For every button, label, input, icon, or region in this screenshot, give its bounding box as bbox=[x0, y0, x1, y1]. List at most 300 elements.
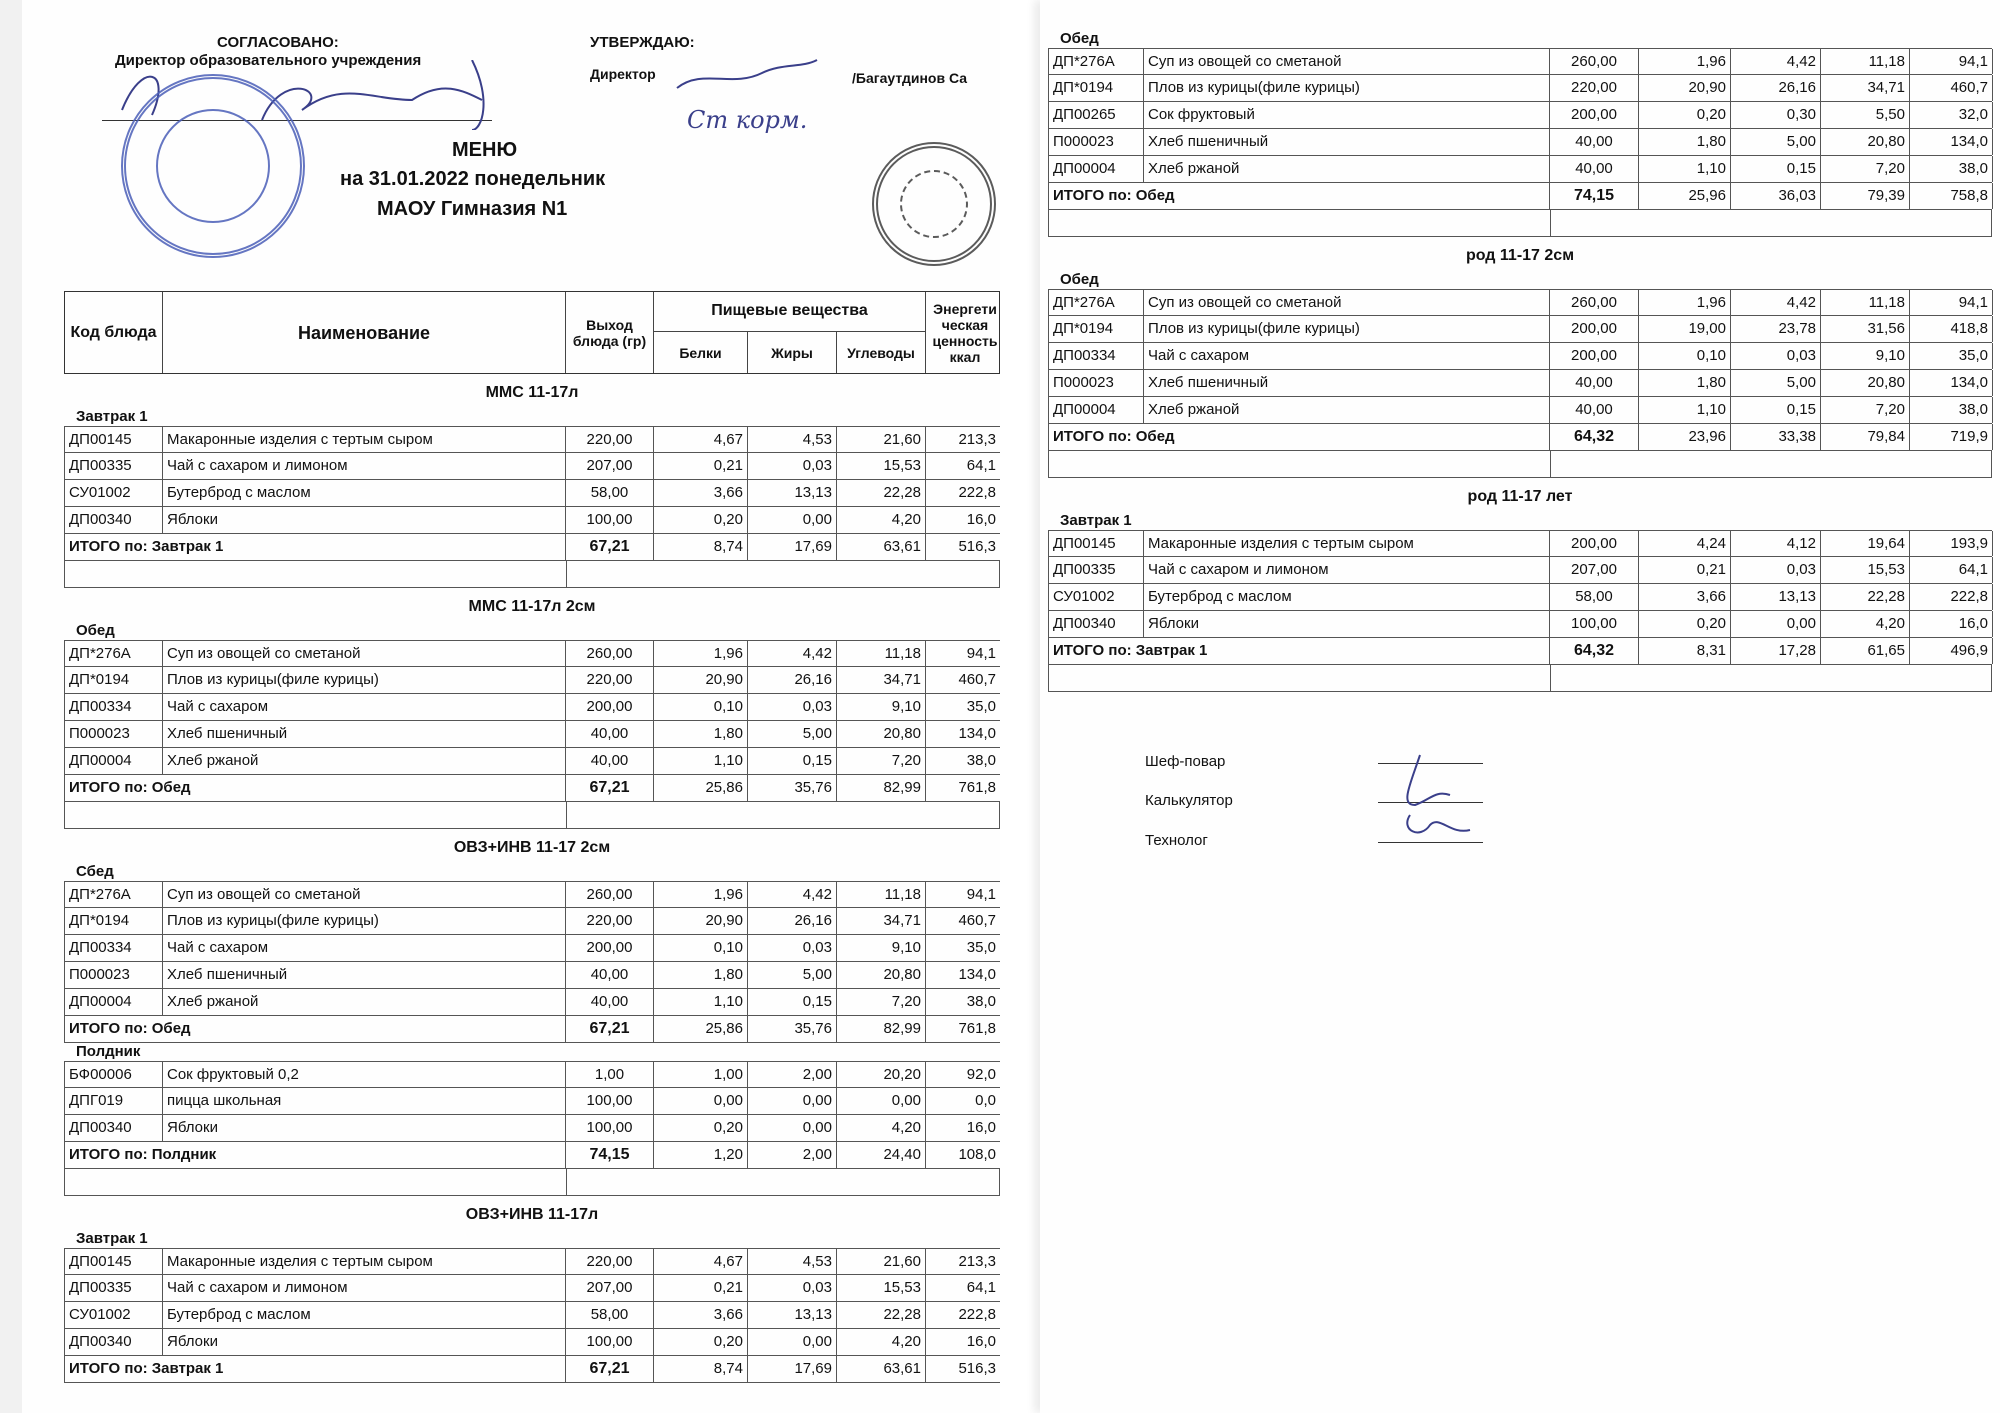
right-menu-sections bbox=[1048, 30, 1992, 692]
energy: 460,7 bbox=[926, 908, 1001, 934]
table-row bbox=[1048, 156, 1992, 183]
total-label: ИТОГО по: Завтрак 1 bbox=[1049, 638, 1550, 664]
signature-chef: Шеф-повар bbox=[1145, 753, 1226, 770]
table-row bbox=[64, 667, 1000, 694]
fat: 4,42 bbox=[748, 641, 837, 666]
total-carbs: 61,65 bbox=[1821, 638, 1910, 664]
protein: 3,66 bbox=[654, 1302, 748, 1328]
total-row bbox=[1048, 638, 1992, 665]
table-row bbox=[1048, 584, 1992, 611]
carbs: 34,71 bbox=[837, 908, 926, 934]
fat: 0,03 bbox=[748, 694, 837, 720]
carbs: 0,00 bbox=[837, 1088, 926, 1114]
dish-weight: 220,00 bbox=[566, 908, 654, 934]
carbs: 22,28 bbox=[837, 1302, 926, 1328]
dish-name: Хлеб пшеничный bbox=[163, 962, 566, 988]
protein: 1,96 bbox=[654, 882, 748, 907]
total-label: ИТОГО по: Обед bbox=[1049, 424, 1550, 450]
total-label: ИТОГО по: Завтрак 1 bbox=[65, 534, 566, 560]
dish-name: Макаронные изделия с тертым сыром bbox=[1144, 531, 1550, 556]
carbs: 15,53 bbox=[837, 1275, 926, 1301]
director-name: /Багаутдинов Са bbox=[852, 70, 968, 86]
blank-cell bbox=[1551, 665, 1992, 691]
total-protein: 8,74 bbox=[654, 534, 748, 560]
carbs: 15,53 bbox=[1821, 557, 1910, 583]
fat: 26,16 bbox=[1731, 75, 1821, 101]
agreed-by: Директор образовательного учреждения bbox=[115, 52, 422, 69]
dish-code: ДП00004 bbox=[65, 748, 163, 774]
total-weight: 64,32 bbox=[1550, 424, 1639, 450]
blank-row bbox=[64, 561, 1000, 588]
menu-title: МЕНЮ bbox=[452, 139, 518, 161]
blank-row bbox=[64, 1169, 1000, 1196]
dish-name: Суп из овощей со сметаной bbox=[163, 641, 566, 666]
energy: 460,7 bbox=[926, 667, 1001, 693]
dish-name: Яблоки bbox=[163, 1329, 566, 1355]
energy: 32,0 bbox=[1910, 102, 1993, 128]
blank-row bbox=[1048, 665, 1992, 692]
fat: 0,00 bbox=[1731, 611, 1821, 637]
total-row bbox=[1048, 183, 1992, 210]
total-carbs: 82,99 bbox=[837, 1016, 926, 1042]
dish-weight: 40,00 bbox=[1550, 370, 1639, 396]
table-row bbox=[64, 935, 1000, 962]
total-weight: 74,15 bbox=[1550, 183, 1639, 209]
energy: 64,1 bbox=[1910, 557, 1993, 583]
total-row bbox=[1048, 424, 1992, 451]
carbs: 31,56 bbox=[1821, 316, 1910, 342]
dish-code: БФ00006 bbox=[65, 1062, 163, 1087]
dish-weight: 200,00 bbox=[566, 935, 654, 961]
handwritten-note: Ст корм. bbox=[687, 106, 808, 134]
total-carbs: 79,84 bbox=[1821, 424, 1910, 450]
dish-weight: 260,00 bbox=[566, 882, 654, 907]
meal-label: Обед bbox=[1060, 30, 1099, 47]
protein: 1,00 bbox=[654, 1062, 748, 1087]
dish-code: ДП00340 bbox=[65, 507, 163, 533]
carbs: 9,10 bbox=[1821, 343, 1910, 369]
protein: 0,10 bbox=[654, 694, 748, 720]
dish-name: Бутерброд с маслом bbox=[1144, 584, 1550, 610]
protein: 0,21 bbox=[1639, 557, 1731, 583]
dish-code: СУ01002 bbox=[65, 480, 163, 506]
fat: 0,03 bbox=[748, 453, 837, 479]
protein: 0,20 bbox=[1639, 611, 1731, 637]
total-energy: 516,3 bbox=[926, 534, 1001, 560]
meal-label: Сбед bbox=[76, 863, 114, 880]
total-fat: 17,69 bbox=[748, 1356, 837, 1382]
meal-label: Обед bbox=[1060, 271, 1099, 288]
fat: 13,13 bbox=[1731, 584, 1821, 610]
energy: 35,0 bbox=[926, 694, 1001, 720]
total-label: ИТОГО по: Обед bbox=[65, 775, 566, 801]
carbs: 4,20 bbox=[837, 507, 926, 533]
carbs: 34,71 bbox=[837, 667, 926, 693]
dish-name: Бутерброд с маслом bbox=[163, 1302, 566, 1328]
dish-name: Яблоки bbox=[163, 507, 566, 533]
energy: 460,7 bbox=[1910, 75, 1993, 101]
total-row bbox=[64, 534, 1000, 561]
carbs: 7,20 bbox=[837, 748, 926, 774]
dish-name: Бутерброд с маслом bbox=[163, 480, 566, 506]
fat: 0,00 bbox=[748, 1329, 837, 1355]
dish-code: ДП*0194 bbox=[65, 667, 163, 693]
energy: 16,0 bbox=[1910, 611, 1993, 637]
energy: 94,1 bbox=[1910, 49, 1993, 74]
protein: 19,00 bbox=[1639, 316, 1731, 342]
dish-code: ДП*0194 bbox=[1049, 75, 1144, 101]
carbs: 11,18 bbox=[1821, 49, 1910, 74]
fat: 0,03 bbox=[748, 1275, 837, 1301]
dish-code: ДП00334 bbox=[65, 935, 163, 961]
dish-code: ДП00265 bbox=[1049, 102, 1144, 128]
carbs: 22,28 bbox=[837, 480, 926, 506]
total-protein: 1,20 bbox=[654, 1142, 748, 1168]
table-row bbox=[64, 453, 1000, 480]
protein: 1,80 bbox=[1639, 129, 1731, 155]
meal-label: Завтрак 1 bbox=[1060, 512, 1132, 529]
dish-code: ДП00004 bbox=[65, 989, 163, 1015]
fat: 26,16 bbox=[748, 667, 837, 693]
energy: 213,3 bbox=[926, 427, 1001, 452]
total-row bbox=[64, 1142, 1000, 1169]
total-energy: 761,8 bbox=[926, 1016, 1001, 1042]
left-menu-sections bbox=[64, 374, 1000, 1383]
dish-name: Суп из овощей со сметаной bbox=[1144, 49, 1550, 74]
carbs: 22,28 bbox=[1821, 584, 1910, 610]
table-header bbox=[64, 291, 1000, 374]
energy: 16,0 bbox=[926, 1115, 1001, 1141]
table-row bbox=[1048, 557, 1992, 584]
protein: 1,10 bbox=[1639, 156, 1731, 182]
total-label: ИТОГО по: Завтрак 1 bbox=[65, 1356, 566, 1382]
total-fat: 17,69 bbox=[748, 534, 837, 560]
energy: 134,0 bbox=[1910, 370, 1993, 396]
dish-weight: 200,00 bbox=[1550, 531, 1639, 556]
fat: 0,00 bbox=[748, 1088, 837, 1114]
dish-weight: 58,00 bbox=[1550, 584, 1639, 610]
dish-weight: 200,00 bbox=[566, 694, 654, 720]
energy: 38,0 bbox=[926, 748, 1001, 774]
right-page bbox=[1040, 0, 2000, 1413]
table-row bbox=[64, 721, 1000, 748]
carbs: 34,71 bbox=[1821, 75, 1910, 101]
total-energy: 758,8 bbox=[1910, 183, 1993, 209]
carbs: 15,53 bbox=[837, 453, 926, 479]
dish-weight: 100,00 bbox=[566, 1115, 654, 1141]
dish-weight: 220,00 bbox=[566, 667, 654, 693]
dish-weight: 40,00 bbox=[1550, 397, 1639, 423]
meal-label: Полдник bbox=[76, 1043, 141, 1060]
total-protein: 8,31 bbox=[1639, 638, 1731, 664]
section-title: ОВЗ+ИНВ 11-17л bbox=[465, 1206, 599, 1223]
dish-name: Чай с сахаром и лимоном bbox=[163, 453, 566, 479]
dish-weight: 220,00 bbox=[566, 1249, 654, 1274]
energy: 94,1 bbox=[926, 641, 1001, 666]
carbs: 11,18 bbox=[837, 641, 926, 666]
dish-code: СУ01002 bbox=[65, 1302, 163, 1328]
dish-weight: 200,00 bbox=[1550, 102, 1639, 128]
total-fat: 35,76 bbox=[748, 775, 837, 801]
dish-code: ДП*276А bbox=[65, 641, 163, 666]
energy: 64,1 bbox=[926, 1275, 1001, 1301]
carbs: 11,18 bbox=[837, 882, 926, 907]
total-carbs: 79,39 bbox=[1821, 183, 1910, 209]
total-fat: 36,03 bbox=[1731, 183, 1821, 209]
dish-weight: 200,00 bbox=[1550, 343, 1639, 369]
table-row bbox=[64, 748, 1000, 775]
dish-name: Хлеб пшеничный bbox=[163, 721, 566, 747]
table-row bbox=[64, 962, 1000, 989]
dish-weight: 40,00 bbox=[566, 962, 654, 988]
fat: 5,00 bbox=[748, 721, 837, 747]
energy: 92,0 bbox=[926, 1062, 1001, 1087]
dish-code: ДП*276А bbox=[1049, 49, 1144, 74]
dish-weight: 207,00 bbox=[1550, 557, 1639, 583]
table-row bbox=[64, 989, 1000, 1016]
dish-weight: 100,00 bbox=[566, 507, 654, 533]
energy: 134,0 bbox=[926, 962, 1001, 988]
protein: 1,80 bbox=[654, 962, 748, 988]
dish-weight: 40,00 bbox=[566, 721, 654, 747]
col-fat: Жиры bbox=[748, 332, 837, 374]
protein: 1,10 bbox=[654, 748, 748, 774]
blank-cell bbox=[567, 802, 1000, 828]
dish-weight: 260,00 bbox=[1550, 49, 1639, 74]
energy: 222,8 bbox=[1910, 584, 1993, 610]
energy: 0,0 bbox=[926, 1088, 1001, 1114]
carbs: 9,10 bbox=[837, 694, 926, 720]
blank-row bbox=[1048, 210, 1992, 237]
dish-code: ДП00335 bbox=[65, 453, 163, 479]
approver-signature bbox=[672, 58, 822, 98]
energy: 35,0 bbox=[926, 935, 1001, 961]
blank-cell bbox=[1551, 451, 1992, 477]
protein: 4,67 bbox=[654, 427, 748, 452]
dish-weight: 100,00 bbox=[566, 1329, 654, 1355]
table-row bbox=[1048, 370, 1992, 397]
table-row bbox=[1048, 75, 1992, 102]
dish-code: П000023 bbox=[65, 962, 163, 988]
carbs: 4,20 bbox=[1821, 611, 1910, 637]
protein: 0,20 bbox=[654, 1329, 748, 1355]
total-energy: 761,8 bbox=[926, 775, 1001, 801]
table-row bbox=[64, 1275, 1000, 1302]
energy: 94,1 bbox=[1910, 290, 1993, 315]
energy: 35,0 bbox=[1910, 343, 1993, 369]
protein: 20,90 bbox=[1639, 75, 1731, 101]
total-row bbox=[64, 1356, 1000, 1383]
total-carbs: 63,61 bbox=[837, 1356, 926, 1382]
dish-name: Макаронные изделия с тертым сыром bbox=[163, 1249, 566, 1274]
table-row bbox=[64, 1061, 1000, 1088]
total-protein: 8,74 bbox=[654, 1356, 748, 1382]
table-row bbox=[1048, 289, 1992, 316]
dish-name: Чай с сахаром и лимоном bbox=[163, 1275, 566, 1301]
fat: 13,13 bbox=[748, 480, 837, 506]
fat: 0,15 bbox=[1731, 156, 1821, 182]
col-carbs: Углеводы bbox=[837, 332, 926, 374]
protein: 0,20 bbox=[1639, 102, 1731, 128]
dish-code: ДП*276А bbox=[1049, 290, 1144, 315]
dish-code: ДП00335 bbox=[1049, 557, 1144, 583]
dish-weight: 220,00 bbox=[566, 427, 654, 452]
fat: 23,78 bbox=[1731, 316, 1821, 342]
table-row bbox=[64, 881, 1000, 908]
table-row bbox=[1048, 48, 1992, 75]
protein: 1,96 bbox=[1639, 290, 1731, 315]
table-row bbox=[64, 426, 1000, 453]
meal-label: Обед bbox=[76, 622, 115, 639]
total-weight: 67,21 bbox=[566, 1356, 654, 1382]
table-row bbox=[64, 1248, 1000, 1275]
table-row bbox=[64, 1115, 1000, 1142]
dish-code: ДП00340 bbox=[65, 1115, 163, 1141]
carbs: 5,50 bbox=[1821, 102, 1910, 128]
protein: 0,10 bbox=[1639, 343, 1731, 369]
carbs: 21,60 bbox=[837, 427, 926, 452]
blank-cell bbox=[65, 802, 567, 828]
protein: 0,20 bbox=[654, 507, 748, 533]
dish-code: ДПГ019 bbox=[65, 1088, 163, 1114]
fat: 4,42 bbox=[1731, 290, 1821, 315]
carbs: 7,20 bbox=[1821, 156, 1910, 182]
col-energy: Энергети ческая ценность ккал bbox=[926, 292, 1000, 374]
carbs: 11,18 bbox=[1821, 290, 1910, 315]
protein: 20,90 bbox=[654, 667, 748, 693]
carbs: 4,20 bbox=[837, 1115, 926, 1141]
dish-code: ДП00334 bbox=[1049, 343, 1144, 369]
table-row bbox=[1048, 611, 1992, 638]
dish-code: ДП00004 bbox=[1049, 156, 1144, 182]
protein: 0,21 bbox=[654, 453, 748, 479]
table-row bbox=[1048, 102, 1992, 129]
carbs: 20,80 bbox=[837, 962, 926, 988]
carbs: 20,20 bbox=[837, 1062, 926, 1087]
carbs: 20,80 bbox=[1821, 370, 1910, 396]
energy: 38,0 bbox=[1910, 156, 1993, 182]
col-name: Наименование bbox=[163, 292, 566, 374]
col-protein: Белки bbox=[654, 332, 748, 374]
dish-code: П000023 bbox=[65, 721, 163, 747]
section-title: ОВЗ+ИНВ 11-17 2см bbox=[453, 839, 611, 856]
col-weight: Выход блюда (гр) bbox=[566, 292, 654, 374]
protein: 1,80 bbox=[654, 721, 748, 747]
dish-code: ДП00145 bbox=[1049, 531, 1144, 556]
table-row bbox=[1048, 129, 1992, 156]
meal-label: Завтрак 1 bbox=[76, 408, 148, 425]
carbs: 7,20 bbox=[1821, 397, 1910, 423]
blank-cell bbox=[567, 1169, 1000, 1195]
dish-name: Макаронные изделия с тертым сыром bbox=[163, 427, 566, 452]
dish-name: Плов из курицы(филе курицы) bbox=[163, 667, 566, 693]
table-row bbox=[64, 507, 1000, 534]
total-weight: 67,21 bbox=[566, 1016, 654, 1042]
protein: 4,24 bbox=[1639, 531, 1731, 556]
director-label: Директор bbox=[590, 66, 656, 82]
total-energy: 108,0 bbox=[926, 1142, 1001, 1168]
blank-cell bbox=[65, 1169, 567, 1195]
blank-row bbox=[1048, 451, 1992, 478]
dish-name: Суп из овощей со сметаной bbox=[1144, 290, 1550, 315]
dish-weight: 40,00 bbox=[1550, 129, 1639, 155]
protein: 0,21 bbox=[654, 1275, 748, 1301]
dish-name: Хлеб ржаной bbox=[163, 989, 566, 1015]
protein: 4,67 bbox=[654, 1249, 748, 1274]
dish-code: ДП*276А bbox=[65, 882, 163, 907]
total-carbs: 82,99 bbox=[837, 775, 926, 801]
fat: 26,16 bbox=[748, 908, 837, 934]
protein: 1,10 bbox=[1639, 397, 1731, 423]
total-weight: 67,21 bbox=[566, 534, 654, 560]
fat: 0,15 bbox=[748, 748, 837, 774]
dish-code: ДП00145 bbox=[65, 427, 163, 452]
blank-cell bbox=[1049, 451, 1551, 477]
approve-label: УТВЕРЖДАЮ: bbox=[590, 34, 695, 51]
carbs: 21,60 bbox=[837, 1249, 926, 1274]
protein: 3,66 bbox=[654, 480, 748, 506]
fat: 4,42 bbox=[748, 882, 837, 907]
carbs: 20,80 bbox=[837, 721, 926, 747]
dish-name: Плов из курицы(филе курицы) bbox=[1144, 316, 1550, 342]
fat: 0,03 bbox=[748, 935, 837, 961]
protein: 1,96 bbox=[1639, 49, 1731, 74]
official-seal bbox=[872, 142, 996, 266]
protein: 20,90 bbox=[654, 908, 748, 934]
dish-weight: 40,00 bbox=[566, 748, 654, 774]
school-name: МАОУ Гимназия N1 bbox=[377, 198, 568, 220]
dish-name: Плов из курицы(филе курицы) bbox=[1144, 75, 1550, 101]
table-row bbox=[1048, 397, 1992, 424]
dish-name: Хлеб ржаной bbox=[163, 748, 566, 774]
protein: 0,00 bbox=[654, 1088, 748, 1114]
dish-weight: 100,00 bbox=[566, 1088, 654, 1114]
dish-name: Хлеб пшеничный bbox=[1144, 370, 1550, 396]
fat: 2,00 bbox=[748, 1062, 837, 1087]
fat: 0,00 bbox=[748, 1115, 837, 1141]
dish-name: Чай с сахаром и лимоном bbox=[1144, 557, 1550, 583]
total-weight: 67,21 bbox=[566, 775, 654, 801]
agreed-label: СОГЛАСОВАНО: bbox=[217, 34, 339, 51]
total-energy: 719,9 bbox=[1910, 424, 1993, 450]
dish-name: Сок фруктовый bbox=[1144, 102, 1550, 128]
fat: 4,53 bbox=[748, 1249, 837, 1274]
protein: 1,96 bbox=[654, 641, 748, 666]
energy: 222,8 bbox=[926, 1302, 1001, 1328]
table-row bbox=[64, 640, 1000, 667]
section-title: род 11-17 лет bbox=[1467, 488, 1573, 505]
dish-code: П000023 bbox=[1049, 370, 1144, 396]
energy: 64,1 bbox=[926, 453, 1001, 479]
total-label: ИТОГО по: Полдник bbox=[65, 1142, 566, 1168]
total-fat: 35,76 bbox=[748, 1016, 837, 1042]
energy: 38,0 bbox=[1910, 397, 1993, 423]
protein: 1,10 bbox=[654, 989, 748, 1015]
table-row bbox=[64, 1088, 1000, 1115]
dish-code: ДП00335 bbox=[65, 1275, 163, 1301]
dish-code: ДП00340 bbox=[1049, 611, 1144, 637]
dish-weight: 207,00 bbox=[566, 1275, 654, 1301]
dish-weight: 40,00 bbox=[566, 989, 654, 1015]
protein: 0,20 bbox=[654, 1115, 748, 1141]
menu-date: на 31.01.2022 понедельник bbox=[340, 168, 606, 190]
energy: 134,0 bbox=[926, 721, 1001, 747]
total-row bbox=[64, 775, 1000, 802]
carbs: 9,10 bbox=[837, 935, 926, 961]
total-label: ИТОГО по: Обед bbox=[1049, 183, 1550, 209]
energy: 134,0 bbox=[1910, 129, 1993, 155]
fat: 0,15 bbox=[748, 989, 837, 1015]
